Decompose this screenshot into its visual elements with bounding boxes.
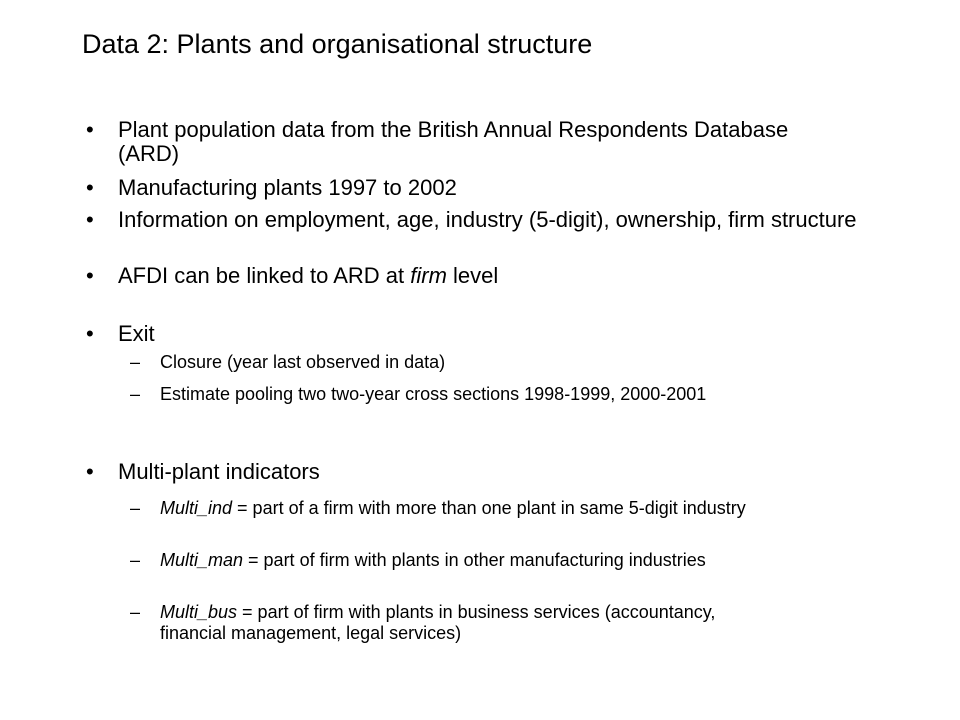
dash-glyph: – — [130, 352, 141, 372]
list-item: Exit — [118, 321, 155, 346]
bullet-glyph: • — [86, 321, 94, 346]
dash-glyph: – — [130, 384, 141, 404]
bullet-glyph: • — [86, 263, 94, 288]
dash-glyph: – — [130, 498, 141, 518]
sub-list-item — [160, 602, 760, 644]
list-item: Manufacturing plants 1997 to 2002 — [118, 175, 457, 200]
sub-list-item-text: = part of firm with plants in other manufacturing industries — [243, 550, 706, 570]
list-item: Information on employment, age, industry (5-digit), ownership, firm structure — [118, 207, 857, 232]
list-item: Multi-plant indicators — [118, 459, 320, 484]
dash-glyph: – — [130, 602, 141, 622]
bullet-glyph: • — [86, 117, 94, 142]
bullet-glyph: • — [86, 459, 94, 484]
variable-name: Multi_ind — [160, 498, 233, 518]
list-item-emphasis: firm — [410, 263, 447, 288]
sub-list-item — [160, 498, 850, 519]
variable-name: Multi_man — [160, 550, 244, 570]
list-item-text: level — [446, 263, 499, 288]
bullet-glyph: • — [86, 207, 94, 232]
dash-glyph: – — [130, 550, 141, 570]
sub-list-item-text: = part of firm with plants in business services (accountancy, financial management, legal services) — [160, 602, 716, 643]
list-item-text: AFDI can be linked to ARD at — [118, 263, 411, 288]
sub-list-item: Closure (year last observed in data) — [160, 352, 446, 372]
sub-list-item — [160, 550, 800, 571]
list-item — [118, 264, 878, 288]
sub-list-item: Estimate pooling two two-year cross sections 1998-1999, 2000-2001 — [160, 384, 707, 404]
list-item: Plant population data from the British Annual Respondents Database (ARD) — [118, 117, 789, 166]
variable-name: Multi_bus — [160, 602, 238, 622]
bullet-glyph: • — [86, 175, 94, 200]
sub-list-item-text: = part of a firm with more than one plant in same 5-digit industry — [232, 498, 746, 518]
page-title: Data 2: Plants and organisational structure — [82, 29, 593, 59]
